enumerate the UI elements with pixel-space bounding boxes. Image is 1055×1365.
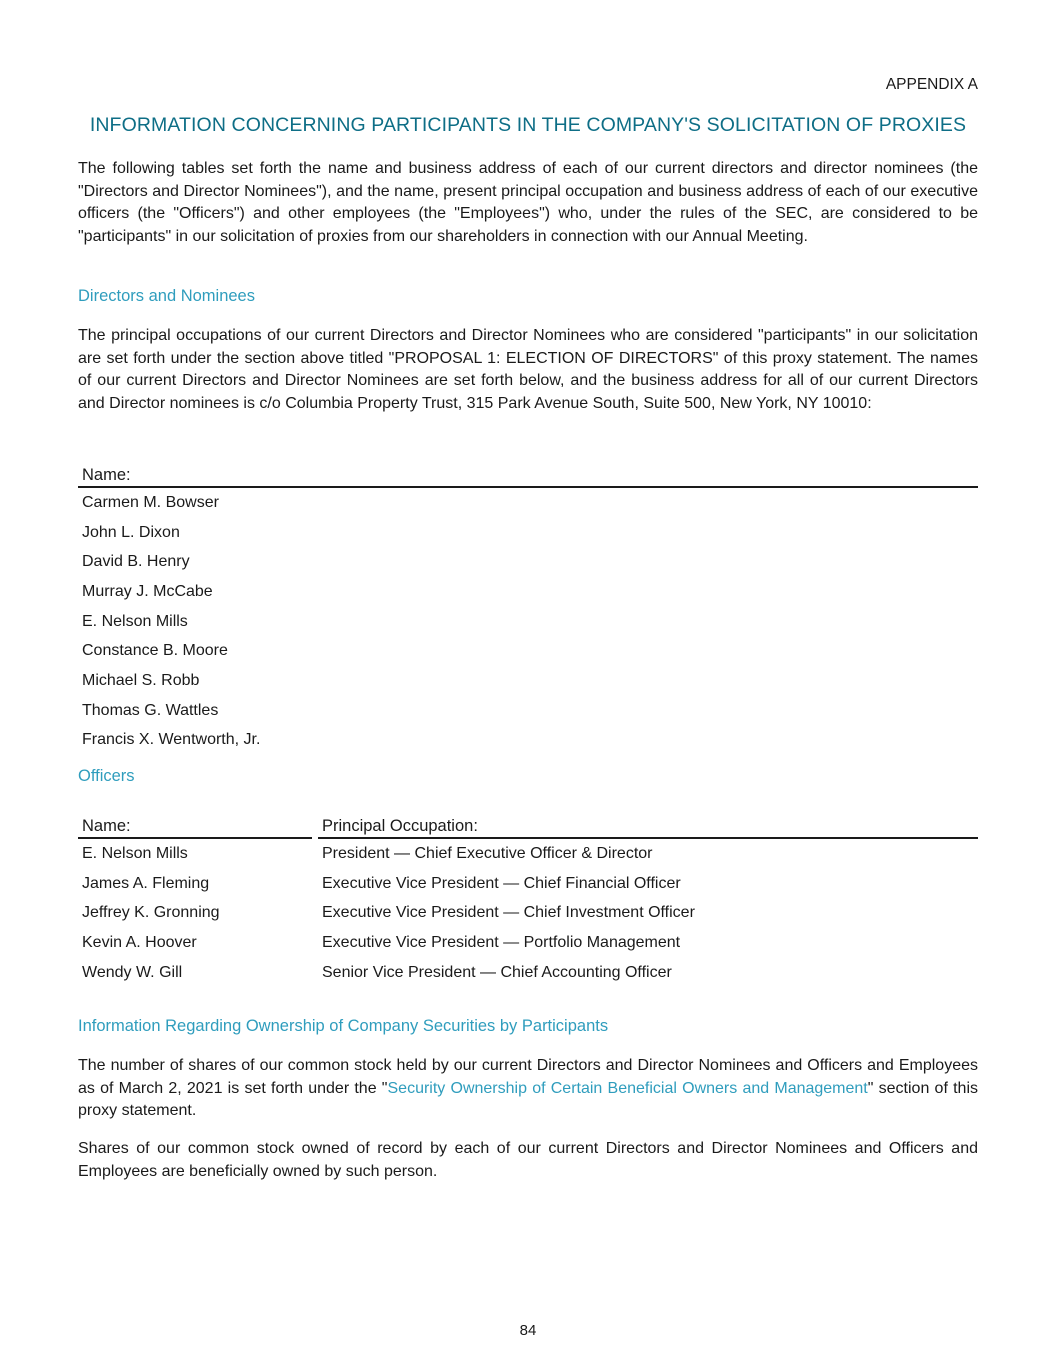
directors-table <box>78 461 978 755</box>
officer-occupation: President — Chief Executive Officer & Director <box>322 844 653 862</box>
officers-heading: Officers <box>78 767 135 785</box>
officer-occupation: Executive Vice President — Chief Financial Officer <box>322 874 681 892</box>
table-row <box>78 869 978 899</box>
director-name: David B. Henry <box>82 553 190 571</box>
table-row <box>78 696 978 726</box>
director-name: Michael S. Robb <box>82 671 200 689</box>
officer-occupation: Executive Vice President — Portfolio Management <box>322 933 681 951</box>
directors-paragraph: The principal occupations of our current Directors and Director Nominees who are considered "participants" in our solicitation are set forth under the section above titled "PROPOSAL 1: ELECTION OF DIRECTORS" of this proxy statement. The names of our current Directors and Director Nominees are set forth below, and the business address for all of our current Directors and Director nominees is c/o Columbia Property Trust, 315 Park Avenue South, Suite 500, New York, NY 10010: <box>78 327 978 413</box>
intro-paragraph: The following tables set forth the name and business address of each of our current directors and director nominees (the "Directors and Director Nominees"), and the name, present principal occupation and business address of each of our executive officers (the "Officers") and other employees (the "Employees") who, under the rules of the SEC, are considered to be "participants" in our solicitation of proxies from our shareholders in connection with our Annual Meeting. <box>78 160 978 246</box>
directors-name-header: Name: <box>78 461 978 487</box>
officers-occupation-header: Principal Occupation: <box>318 812 978 838</box>
director-name: Carmen M. Bowser <box>82 493 219 511</box>
table-row <box>78 666 978 696</box>
ownership-paragraph-1 <box>78 1055 978 1123</box>
director-name: Constance B. Moore <box>82 642 228 660</box>
table-row <box>78 607 978 637</box>
page-title: INFORMATION CONCERNING PARTICIPANTS IN THE COMPANY'S SOLICITATION OF PROXIES <box>89 114 967 136</box>
table-row <box>78 636 978 666</box>
officer-name: Kevin A. Hoover <box>82 933 197 951</box>
officers-name-header: Name: <box>78 812 312 838</box>
table-row <box>78 547 978 577</box>
ownership-text-before: The number of shares of our common stock held by our current Directors and Director Nominees and Officers and Employees as of March 2, 2021 is set forth under the " <box>78 1057 978 1097</box>
ownership-text-after: " section of this proxy statement. <box>78 1079 979 1120</box>
table-row <box>78 928 978 958</box>
table-row <box>78 487 978 518</box>
director-name: Francis X. Wentworth, Jr. <box>82 731 261 749</box>
table-row <box>78 726 978 756</box>
officer-name: James A. Fleming <box>82 874 210 892</box>
ownership-paragraph-2: Shares of our common stock owned of record by each of our current Directors and Director Nominees and Officers and Employees are beneficially owned by such person. <box>78 1140 978 1180</box>
ownership-heading: Information Regarding Ownership of Company Securities by Participants <box>78 1017 609 1035</box>
officer-occupation: Senior Vice President — Chief Accounting Officer <box>322 963 672 981</box>
director-name: Thomas G. Wattles <box>82 701 219 719</box>
director-name: John L. Dixon <box>82 523 180 541</box>
security-ownership-link[interactable]: Security Ownership of Certain Beneficial Owners and Management <box>387 1079 868 1097</box>
officer-name: Wendy W. Gill <box>82 963 183 981</box>
directors-heading: Directors and Nominees <box>78 287 255 305</box>
table-row <box>78 898 978 928</box>
page-number: 84 <box>519 1322 537 1339</box>
officer-name: E. Nelson Mills <box>82 844 188 862</box>
table-row <box>78 958 978 988</box>
table-row <box>78 838 978 869</box>
officer-name: Jeffrey K. Gronning <box>82 904 220 922</box>
table-row <box>78 577 978 607</box>
appendix-label: APPENDIX A <box>885 76 978 93</box>
officers-table <box>78 812 978 987</box>
table-row <box>78 518 978 548</box>
officer-occupation: Executive Vice President — Chief Investment Officer <box>322 904 695 922</box>
director-name: E. Nelson Mills <box>82 612 188 630</box>
director-name: Murray J. McCabe <box>82 582 213 600</box>
